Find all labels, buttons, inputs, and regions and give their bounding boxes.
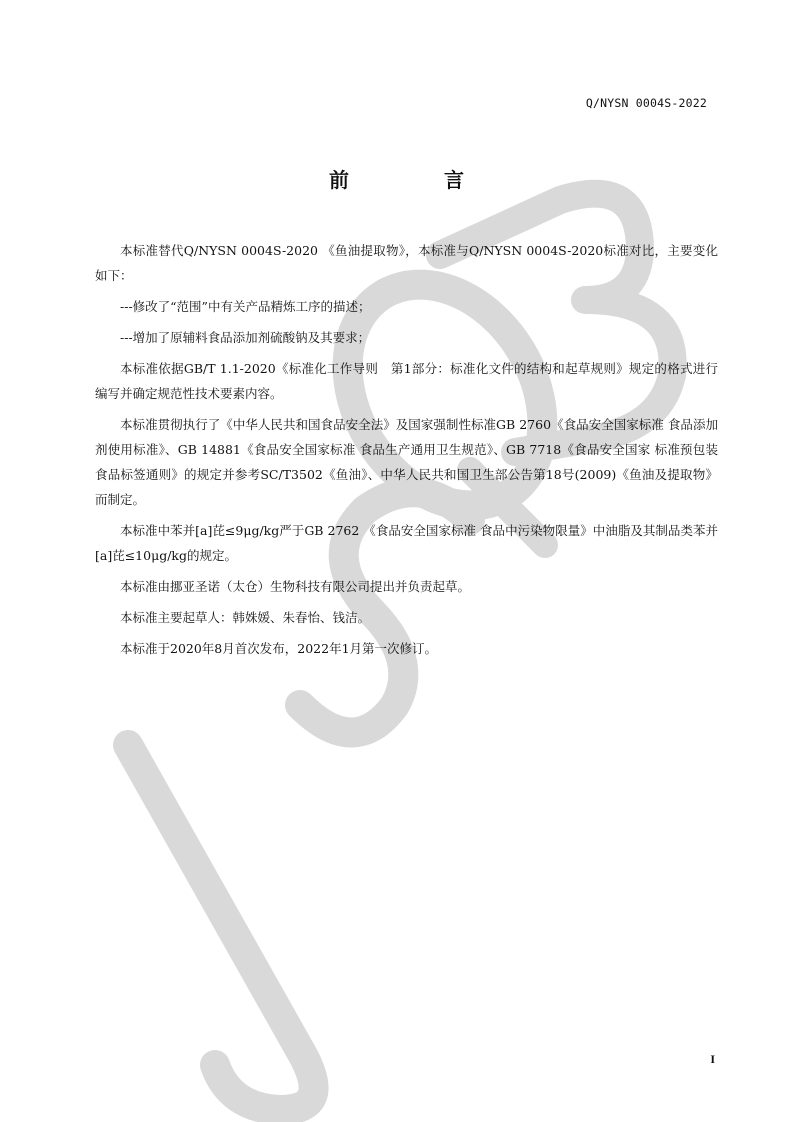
paragraph-change-scope: ---修改了“范围”中有关产品精炼工序的描述； [120,299,371,314]
paragraph-proposer: 本标准由挪亚圣诺（太仓）生物科技有限公司提出并负责起草。 [120,579,471,594]
foreword-body [95,238,718,667]
paragraph-drafters: 本标准主要起草人：韩姝媛、朱春怡、钱洁。 [120,610,371,625]
paragraph-references: 本标准贯彻执行了《中华人民共和国食品安全法》及国家强制性标准GB 2760《食品安全国家标准 食品添加剂使用标准》、GB 14881《食品安全国家标准 食品生产通用卫生规范》、GB 7718《食品安全国家 标准预包装食品标签通则》的规定并参考SC/T3502《鱼油》、中华人民共和国卫生部公告第18号(2009)《鱼油及提取物》而制定。 [95,417,718,507]
paragraph-benzopyrene: 本标准中苯并[a]芘≤9μg/kg严于GB 2762 《食品安全国家标准 食品中污染物限量》中油脂及其制品类苯并[a]芘≤10μg/kg的规定。 [95,523,718,563]
page-number: I [710,1052,715,1066]
paragraph-drafting-rules: 本标准依据GB/T 1.1-2020《标准化工作导则 第1部分：标准化文件的结构和起草规则》规定的格式进行编写并确定规范性技术要素内容。 [95,361,718,401]
paragraph-release: 本标准于2020年8月首次发布，2022年1月第一次修订。 [120,641,438,656]
watermark-letter-j [128,745,314,1110]
page-title: 前 言 [329,168,508,192]
standard-code: Q/NYSN 0004S-2022 [585,96,707,110]
paragraph-replacement: 本标准替代Q/NYSN 0004S-2020 《鱼油提取物》，本标准与Q/NYSN 0004S-2020标准对比，主要变化如下： [95,243,718,283]
paragraph-change-additive: ---增加了原辅料食品添加剂硫酸钠及其要求； [120,330,371,345]
